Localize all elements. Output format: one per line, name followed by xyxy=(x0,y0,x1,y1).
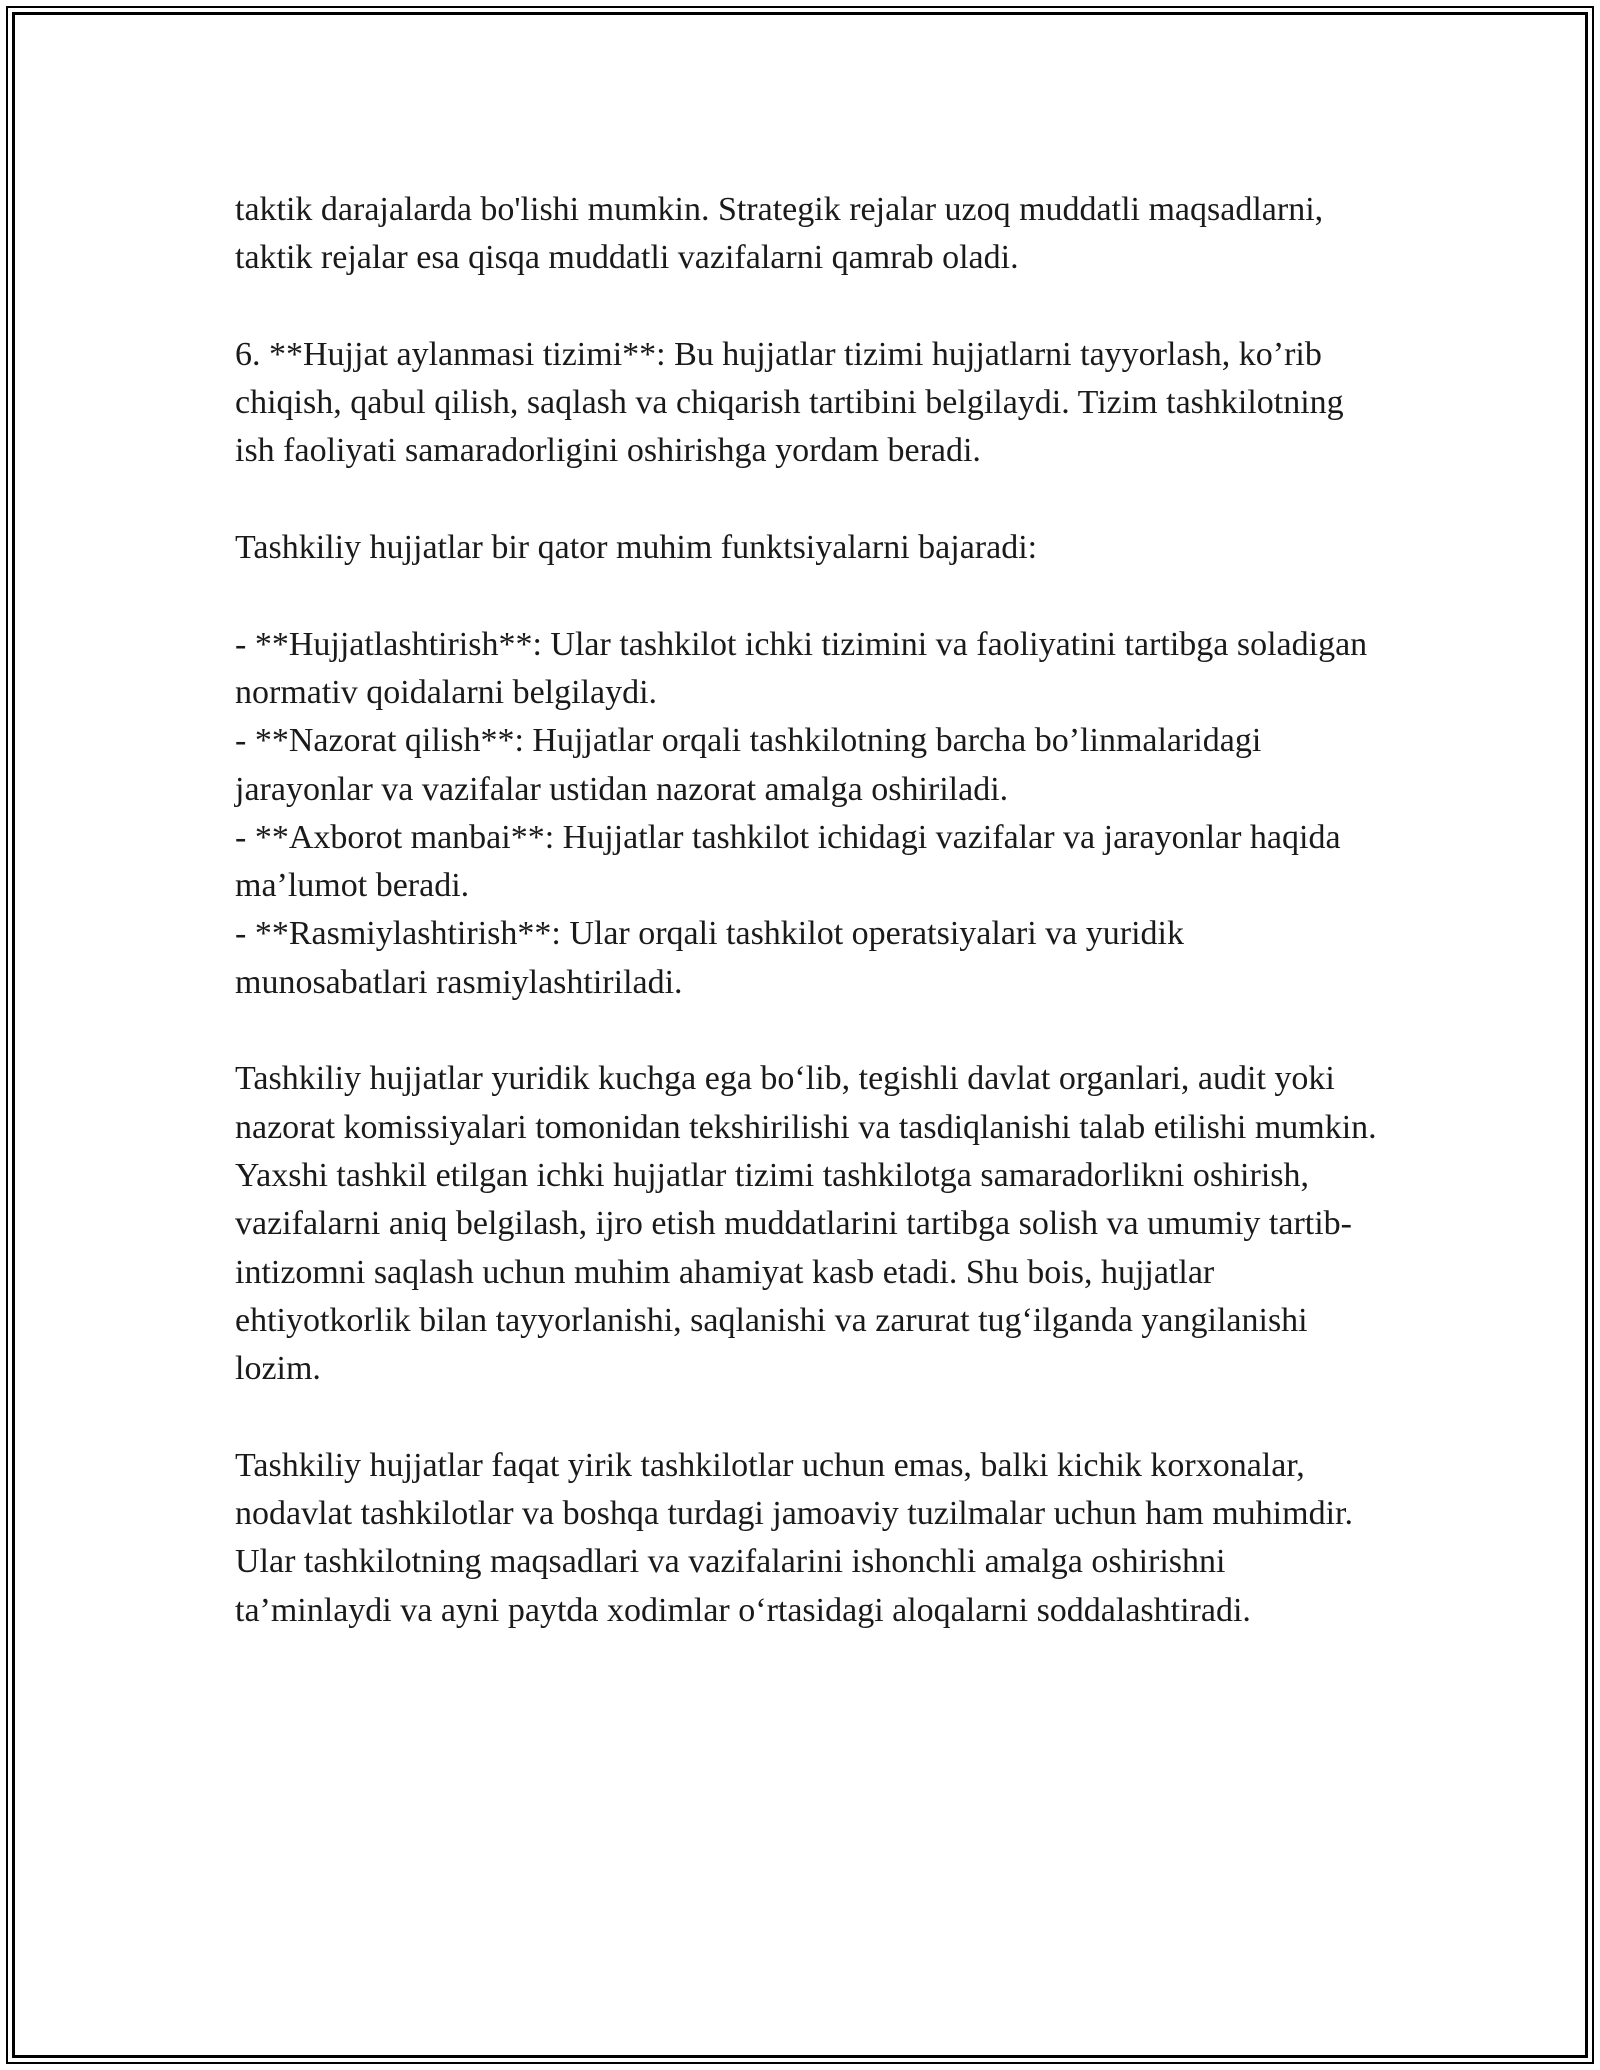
document-body xyxy=(235,186,1380,1683)
paragraph-importance: Tashkiliy hujjatlar faqat yirik tashkilotlar uchun emas, balki kichik korxonalar, nodavlat tashkilotlar va boshqa turdagi jamoaviy tuzilmalar uchun ham muhimdir. Ular tashkilotning maqsadlari va vazifalarini ishonchli amalga oshirishni ta’minlaydi va ayni paytda xodimlar o‘rtasidagi aloqalarni soddalashtiradi. xyxy=(235,1446,1353,1629)
functions-list xyxy=(235,621,1380,1007)
list-item-documentation: - **Hujjatlashtirish**: Ular tashkilot ichki tizimini va faoliyatini tartibga soladigan normativ qoidalarni belgilaydi. xyxy=(235,625,1368,711)
list-item-formalization: - **Rasmiylashtirish**: Ular orqali tashkilot operatsiyalari va yuridik munosabatlari rasmiylashtiriladi. xyxy=(235,915,1184,1001)
paragraph-functions-intro: Tashkiliy hujjatlar bir qator muhim funktsiyalarni bajaradi: xyxy=(235,529,1038,567)
paragraph-document-flow-system: 6. **Hujjat aylanmasi tizimi**: Bu hujjatlar tizimi hujjatlarni tayyorlash, ko’rib chiqish, qabul qilish, saqlash va chiqarish tartibini belgilaydi. Tizim tashkilotning ish faoliyati samaradorligini oshirishga yordam beradi. xyxy=(235,335,1344,470)
list-item-information-source: - **Axborot manbai**: Hujjatlar tashkilot ichidagi vazifalar va jarayonlar haqida ma’lumot beradi. xyxy=(235,818,1341,905)
paragraph-legal-force: Tashkiliy hujjatlar yuridik kuchga ega bo‘lib, tegishli davlat organlari, audit yoki nazorat komissiyalari tomonidan tekshirilishi va tasdiqlanishi talab etilishi mumkin. Yaxshi tashkil etilgan ichki hujjatlar tizimi tashkilotga samaradorlikni oshirish, vazifalarni aniq belgilash, ijro etish muddatlarini tartibga solish va umumiy tartib-intizomni saqlash uchun muhim ahamiyat kasb etadi. Shu bois, hujjatlar ehtiyotkorlik bilan tayyorlanishi, saqlanishi va zarurat tug‘ilganda yangilanishi lozim. xyxy=(235,1060,1377,1388)
paragraph-strategic-plans: taktik darajalarda bo'lishi mumkin. Strategik rejalar uzoq muddatli maqsadlarni, taktik rejalar esa qisqa muddatli vazifalarni qamrab oladi. xyxy=(235,191,1324,277)
list-item-control: - **Nazorat qilish**: Hujjatlar orqali tashkilotning barcha bo’linmalaridagi jarayonlar va vazifalar ustidan nazorat amalga oshiriladi. xyxy=(235,722,1262,808)
